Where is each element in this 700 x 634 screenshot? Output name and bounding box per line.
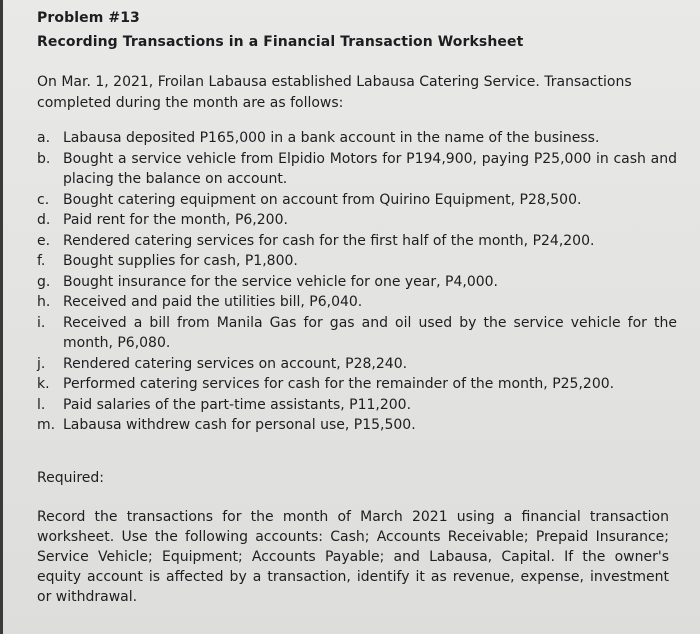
transaction-label: b. bbox=[37, 150, 51, 167]
transaction-label: g. bbox=[37, 273, 51, 290]
transaction-label: h. bbox=[37, 294, 51, 310]
transaction-item-e bbox=[37, 231, 677, 252]
intro-paragraph: On Mar. 1, 2021, Froilan Labausa established Labausa Catering Service. Transactions completed during the month are as follows: bbox=[37, 74, 632, 111]
transaction-text: Bought supplies for cash, P1,800. bbox=[63, 253, 298, 269]
transaction-label: e. bbox=[37, 232, 51, 249]
problem-title: Recording Transactions in a Financial Transaction Worksheet bbox=[37, 34, 524, 50]
required-instructions: Record the transactions for the month of March 2021 using a financial transaction worksheet. Use the following accounts: Cash; Accounts Receivable; Prepaid Insurance; Service Vehicle; Equipment; Accounts Payable; and Labausa, Capital. If the owner's equity account is affected by a transaction, identify it as revenue, expense, investment or withdrawal. bbox=[37, 509, 669, 605]
transaction-label: d. bbox=[37, 212, 51, 228]
transaction-label: k. bbox=[37, 376, 50, 392]
transaction-item-c bbox=[37, 190, 677, 211]
page-edge bbox=[0, 0, 3, 634]
transaction-item-b bbox=[37, 149, 677, 190]
transaction-label: j. bbox=[37, 355, 46, 372]
transaction-text: Performed catering services for cash for the remainder of the month, P25,200. bbox=[63, 376, 615, 392]
transaction-item-m bbox=[37, 415, 677, 436]
transaction-item-i bbox=[37, 313, 677, 354]
transaction-text: Labausa deposited P165,000 in a bank account in the name of the business. bbox=[63, 130, 600, 146]
transaction-label: m. bbox=[37, 417, 56, 433]
required-heading: Required: bbox=[37, 470, 105, 486]
transaction-item-k bbox=[37, 374, 677, 395]
transaction-list bbox=[37, 128, 677, 436]
transaction-item-h bbox=[37, 292, 677, 313]
problem-number: Problem #13 bbox=[37, 10, 140, 26]
transaction-text: Received and paid the utilities bill, P6,040. bbox=[63, 294, 363, 310]
transaction-label: c. bbox=[37, 191, 50, 208]
transaction-label: f. bbox=[37, 253, 46, 269]
transaction-item-l bbox=[37, 395, 677, 416]
transaction-item-g bbox=[37, 272, 677, 293]
transaction-text: Bought catering equipment on account from Quirino Equipment, P28,500. bbox=[63, 191, 582, 208]
transaction-text: Received a bill from Manila Gas for gas and oil used by the service vehicle for the month, P6,080. bbox=[63, 314, 677, 351]
transaction-item-d bbox=[37, 210, 677, 231]
transaction-item-j bbox=[37, 354, 677, 375]
transaction-item-f bbox=[37, 251, 677, 272]
transaction-text: Bought insurance for the service vehicle for one year, P4,000. bbox=[63, 273, 498, 290]
transaction-text: Rendered catering services on account, P28,240. bbox=[63, 355, 408, 372]
transaction-text: Paid rent for the month, P6,200. bbox=[63, 212, 288, 228]
transaction-label: a. bbox=[37, 130, 51, 146]
transaction-text: Bought a service vehicle from Elpidio Motors for P194,900, paying P25,000 in cash and placing the balance on account. bbox=[63, 150, 677, 187]
transaction-item-a bbox=[37, 128, 677, 149]
transaction-text: Paid salaries of the part-time assistants, P11,200. bbox=[63, 396, 412, 413]
transaction-label: i. bbox=[37, 314, 46, 331]
transaction-text: Labausa withdrew cash for personal use, P15,500. bbox=[63, 417, 416, 433]
transaction-text: Rendered catering services for cash for the first half of the month, P24,200. bbox=[63, 232, 595, 249]
transaction-label: l. bbox=[37, 396, 46, 413]
